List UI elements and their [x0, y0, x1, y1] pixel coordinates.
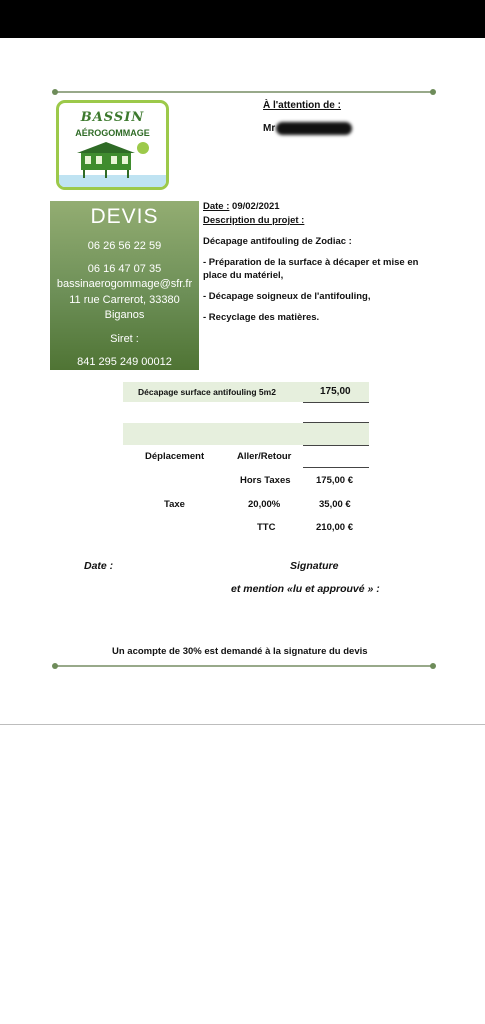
- address-line-1: 11 rue Carrerot, 33380: [69, 294, 180, 306]
- date-label: Date :: [203, 201, 230, 212]
- tax-label: Taxe: [164, 499, 185, 510]
- company-logo: [56, 100, 169, 190]
- item-underline: [303, 402, 369, 403]
- ht-label: Hors Taxes: [240, 475, 291, 486]
- house-icon: [59, 140, 166, 187]
- siret-label: Siret :: [110, 333, 139, 345]
- signature-date-label: Date :: [84, 560, 114, 572]
- top-divider: [55, 91, 433, 93]
- document-page[interactable]: [0, 38, 485, 725]
- step-1-line-1: - Préparation de la surface à décaper et mise en: [203, 257, 419, 268]
- ttc-label: TTC: [257, 522, 276, 533]
- status-bar: [0, 0, 485, 38]
- approval-mention: et mention «lu et approuvé » :: [231, 583, 380, 595]
- company-info-panel: [50, 201, 199, 370]
- description-label: Description du projet :: [203, 215, 305, 226]
- ht-amount: 175,00 €: [316, 475, 353, 486]
- date-value: 09/02/2021: [232, 201, 280, 212]
- signature-label: Signature: [290, 560, 339, 572]
- divider-dot-icon: [52, 663, 58, 669]
- recipient-name: Mr: [263, 123, 276, 134]
- step-2: - Décapage soigneux de l'antifouling,: [203, 291, 371, 302]
- deposit-note: Un acompte de 30% est demandé à la signature du devis: [112, 646, 368, 657]
- phone-1: 06 26 56 22 59: [87, 240, 162, 252]
- logo-line2: AÉROGOMMAGE: [75, 128, 150, 138]
- logo-line1: BASSIN: [80, 110, 145, 125]
- travel-underline: [303, 467, 369, 468]
- attention-label: À l'attention de :: [263, 100, 341, 111]
- tax-rate: 20,00%: [248, 499, 281, 510]
- divider-dot-icon: [430, 89, 436, 95]
- ttc-amount: 210,00 €: [316, 522, 353, 533]
- tax-amount: 35,00 €: [319, 499, 351, 510]
- empty-row-line-bottom: [303, 445, 369, 446]
- item-amount: 175,00: [320, 386, 351, 397]
- project-title: Décapage antifouling de Zodiac :: [203, 236, 352, 247]
- step-1-line-2: place du matériel,: [203, 270, 284, 281]
- step-3: - Recyclage des matières.: [203, 312, 320, 323]
- divider-dot-icon: [430, 663, 436, 669]
- redacted-name: [276, 122, 352, 135]
- bottom-divider: [55, 665, 433, 667]
- divider-dot-icon: [52, 89, 58, 95]
- address-line-2: Biganos: [104, 309, 145, 321]
- empty-row: [123, 423, 369, 445]
- date-line: [203, 201, 280, 212]
- item-label: Décapage surface antifouling 5m2: [138, 387, 276, 397]
- document-title: DEVIS: [90, 205, 159, 228]
- siret-number: 841 295 249 00012: [77, 356, 172, 368]
- travel-type: Aller/Retour: [237, 451, 292, 462]
- phone-2: 06 16 47 07 35: [87, 263, 162, 275]
- email: bassinaerogommage@sfr.fr: [56, 278, 193, 290]
- travel-label: Déplacement: [145, 451, 205, 462]
